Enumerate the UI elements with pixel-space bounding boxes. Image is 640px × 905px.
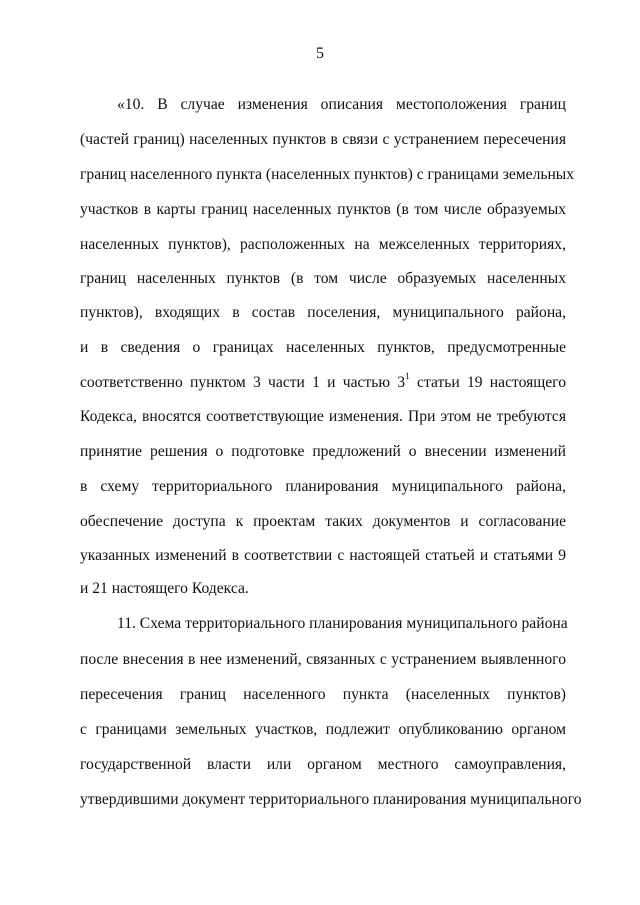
- paragraph-10-line-14: указанных изменений в соответствии с настоящей статьей и статьями 9: [80, 547, 566, 564]
- paragraph-11-line-2: после внесения в нее изменений, связанных с устранением выявленного: [80, 651, 566, 668]
- paragraph-10-line-1: «10. В случае изменения описания местоположения границ: [117, 96, 566, 113]
- paragraph-10-line-10: Кодекса, вносятся соответствующие изменения. При этом не требуются: [80, 408, 566, 425]
- paragraph-10-line-8: и в сведения о границах населенных пунктов, предусмотренные: [80, 339, 566, 356]
- paragraph-10-line-7: пунктов), входящих в состав поселения, муниципального района,: [80, 304, 566, 321]
- paragraph-10-line-3: границ населенного пункта (населенных пунктов) с границами земельных: [80, 166, 575, 183]
- paragraph-10-line-13: обеспечение доступа к проектам таких документов и согласование: [80, 513, 566, 530]
- paragraph-10-line-11: принятие решения о подготовке предложений о внесении изменений: [80, 443, 566, 460]
- superscript-index: 1: [405, 371, 410, 382]
- page-number: 5: [316, 45, 324, 62]
- paragraph-11-line-1: 11. Схема территориального планирования муниципального района: [117, 615, 568, 632]
- line-9-text-end: статьи 19 настоящего: [409, 374, 567, 391]
- paragraph-10-line-9: [80, 373, 566, 393]
- paragraph-11-line-4: с границами земельных участков, подлежит опубликованию органом: [80, 721, 566, 738]
- line-9-text-start: соответственно пунктом 3 части 1 и частью 3: [80, 374, 406, 391]
- paragraph-10-line-2: (частей границ) населенных пунктов в связи с устранением пересечения: [80, 131, 566, 148]
- paragraph-11-line-3: пересечения границ населенного пункта (населенных пунктов): [80, 686, 566, 703]
- paragraph-10-line-4: участков в карты границ населенных пунктов (в том числе образуемых: [80, 201, 566, 218]
- paragraph-10-line-6: границ населенных пунктов (в том числе образуемых населенных: [80, 270, 566, 287]
- paragraph-11-line-5: государственной власти или органом местного самоуправления,: [80, 756, 566, 773]
- paragraph-10-line-12: в схему территориального планирования муниципального района,: [80, 478, 566, 495]
- paragraph-10-line-15: и 21 настоящего Кодекса.: [80, 580, 249, 597]
- paragraph-10-line-5: населенных пунктов), расположенных на межселенных территориях,: [80, 236, 566, 253]
- paragraph-11-line-6: утвердившими документ территориального планирования муниципального: [80, 791, 582, 808]
